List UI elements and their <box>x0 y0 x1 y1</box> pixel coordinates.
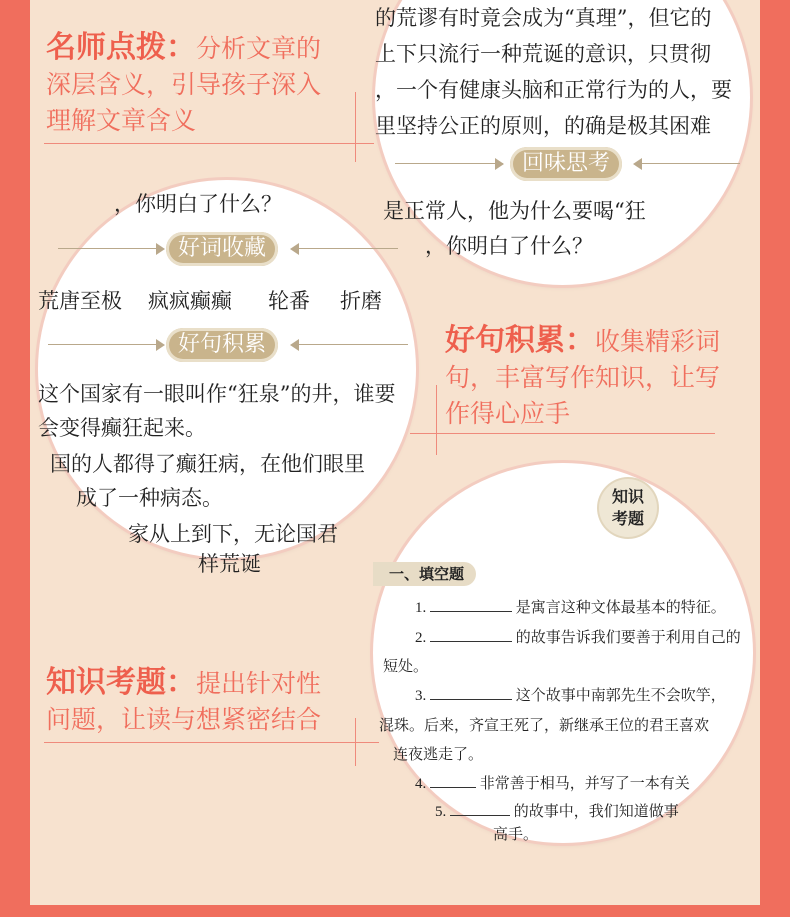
text-line: 国的人都得了癫狂病，在他们眼里 <box>50 452 365 476</box>
text-line: 上下只流行一种荒诞的意识，只贯彻 <box>375 42 711 66</box>
callout-knowledge-quiz <box>46 665 321 738</box>
quiz-item-text: 短处。 <box>383 659 429 675</box>
preview-circle-quiz <box>373 463 753 843</box>
quiz-badge-line1: 知识 <box>611 487 644 506</box>
answer-blank[interactable] <box>430 627 512 642</box>
word-item: 荒唐至极 <box>38 289 122 313</box>
callout-teacher-text-1: 分析文章的 <box>196 34 322 63</box>
quiz-item <box>435 800 679 821</box>
text-line: 成了一种病态。 <box>76 486 223 510</box>
callout-sentences-heading: 好句积累： <box>445 323 595 358</box>
quiz-item-text: 高手。 <box>493 827 539 843</box>
text-line: 是正常人，他为什么要喝“狂 <box>383 199 646 223</box>
callout-sentences-text-2: 句，丰富写作知识，让写 <box>445 363 721 392</box>
text-line: 会变得癫狂起来。 <box>38 416 206 440</box>
callout-teacher-text-2: 深层含义，引导孩子深入 <box>46 70 322 99</box>
quiz-item <box>415 684 726 705</box>
text-line: ，你明白了什么？ <box>425 234 593 258</box>
text-line: 样荒诞 <box>198 552 261 576</box>
word-item: 轮番 <box>268 289 310 313</box>
section-divider <box>38 328 416 362</box>
callout-sentences-text-1: 收集精彩词 <box>595 327 721 356</box>
section-divider <box>375 147 750 181</box>
quiz-item-text: 是寓言这种文体最基本的特征。 <box>515 600 726 616</box>
quiz-item <box>415 772 690 793</box>
text-line: ，你明白了什么？ <box>114 192 282 216</box>
text-line: 这个国家有一眼叫作“狂泉”的井，谁要 <box>38 382 396 406</box>
section-divider <box>38 232 416 266</box>
quiz-item <box>493 823 538 844</box>
connector-line <box>355 92 356 162</box>
quiz-item <box>415 626 741 647</box>
quiz-item <box>415 596 726 617</box>
quiz-item-text: 混珠。后来，齐宣王死了，新继承王位的君王喜欢 <box>379 718 710 734</box>
quiz-item-number: 2. <box>415 630 427 646</box>
text-line: ，一个有健康头脑和正常行为的人，要 <box>375 78 732 102</box>
callout-teacher-text-3: 理解文章含义 <box>46 106 197 135</box>
connector-line <box>410 433 715 434</box>
section-pill-good-sentences: 好句积累 <box>166 328 278 362</box>
connector-line <box>44 143 374 144</box>
callout-quiz-text-1: 提出针对性 <box>196 669 322 698</box>
section-title-fill-blank: 一、填空题 <box>373 562 476 586</box>
preview-circle-vocabulary <box>38 180 416 576</box>
connector-line <box>436 385 437 455</box>
quiz-item-text: 这个故事中南郭先生不会吹竽， <box>515 688 726 704</box>
word-item: 疯疯癫癫 <box>148 289 232 313</box>
callout-teacher-tips <box>46 30 321 139</box>
callout-quiz-text-2: 问题，让读与想紧密结合 <box>46 705 322 734</box>
answer-blank[interactable] <box>450 801 510 816</box>
section-pill-reflection: 回味思考 <box>510 147 622 181</box>
quiz-badge-line2: 考题 <box>611 509 644 528</box>
callout-quiz-heading: 知识考题： <box>46 665 196 700</box>
text-line: 里坚持公正的原则，的确是极其困难 <box>375 114 711 138</box>
text-line: 家从上到下，无论国君 <box>128 522 338 546</box>
quiz-item <box>383 655 428 676</box>
quiz-item-number: 5. <box>435 804 447 820</box>
quiz-item-number: 3. <box>415 688 427 704</box>
word-item: 折磨 <box>340 289 382 313</box>
preview-circle-reflection <box>375 0 750 285</box>
quiz-item-number: 1. <box>415 600 427 616</box>
quiz-item-text: 的故事告诉我们要善于利用自己的 <box>515 630 741 646</box>
quiz-item-number: 4. <box>415 776 427 792</box>
answer-blank[interactable] <box>430 773 476 788</box>
quiz-item-text: 的故事中，我们知道做事 <box>513 804 679 820</box>
answer-blank[interactable] <box>430 597 512 612</box>
quiz-badge <box>599 479 657 537</box>
callout-sentence-collection <box>445 323 720 432</box>
callout-sentences-text-3: 作得心应手 <box>445 399 571 428</box>
quiz-item-text: 非常善于相马，并写了一本有关 <box>479 776 690 792</box>
quiz-item <box>379 714 709 735</box>
connector-line <box>44 742 379 743</box>
text-line: 的荒谬有时竟会成为“真理”，但它的 <box>375 6 712 30</box>
answer-blank[interactable] <box>430 685 512 700</box>
quiz-item <box>393 743 483 764</box>
callout-teacher-heading: 名师点拨： <box>46 30 196 65</box>
quiz-item-text: 连夜逃走了。 <box>393 747 484 763</box>
section-pill-good-words: 好词收藏 <box>166 232 278 266</box>
